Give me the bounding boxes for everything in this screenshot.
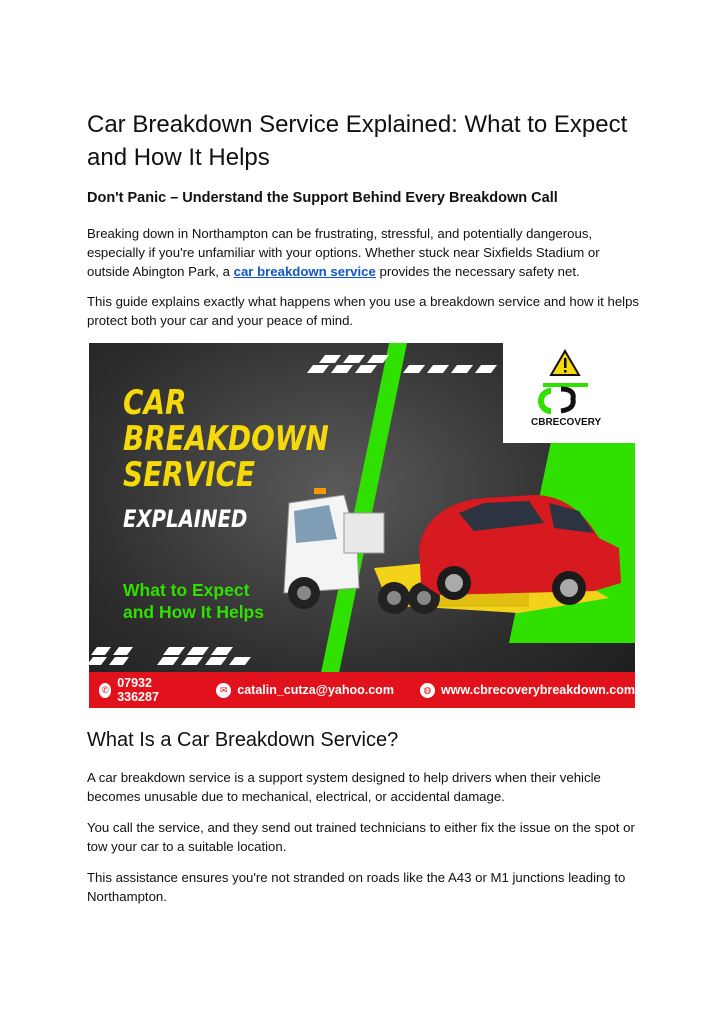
guide-paragraph: This guide explains exactly what happens when you use a breakdown service and how it helps protect both your car and your peace of mind. xyxy=(87,294,640,328)
email-icon: ✉ xyxy=(216,683,231,698)
warning-logo-icon xyxy=(503,343,635,443)
phone-text: 07932 336287 xyxy=(117,676,159,704)
website-text: www.cbrecoverybreakdown.com xyxy=(440,683,635,697)
banner-title xyxy=(123,385,329,493)
banner-tagline xyxy=(123,579,264,623)
banner-tagline-line: What to Expect xyxy=(123,580,250,600)
intro-text-after: provides the necessary safety net. xyxy=(375,264,580,279)
contact-website xyxy=(420,683,635,698)
banner-image xyxy=(89,343,635,708)
subheading: Don't Panic – Understand the Support Behind Every Breakdown Call xyxy=(87,190,558,206)
page-title: Car Breakdown Service Explained: What to Expect and How It Helps xyxy=(87,111,628,171)
globe-icon: ◍ xyxy=(420,683,435,698)
checkered-strip-bottom xyxy=(89,647,251,665)
contact-phone xyxy=(99,676,182,704)
contact-bar xyxy=(89,672,635,708)
tow-truck-illustration xyxy=(284,488,621,614)
email-text: catalin_cutza@yahoo.com xyxy=(237,683,394,697)
banner-title-sub: EXPLAINED xyxy=(123,505,248,533)
phone-icon: ✆ xyxy=(99,683,111,698)
banner-tagline-line: and How It Helps xyxy=(123,602,264,622)
intro-text-before: Breaking down in Northampton can be frustrating, stressful, and potentially dangerous, especially if you're unfamiliar with your options. Whether stuck near Sixfields Stadium or outside Abington Park, a xyxy=(87,226,600,279)
contact-email xyxy=(216,683,394,698)
intro-paragraph xyxy=(87,224,639,281)
banner-title-line: SERVICE xyxy=(123,455,256,495)
logo-text: CBRECOVERY xyxy=(531,417,602,428)
section-paragraph: You call the service, and they send out trained technicians to either fix the issue on the spot or tow your car to a suitable location. xyxy=(87,820,635,854)
car-breakdown-service-link[interactable]: car breakdown service xyxy=(233,264,376,279)
section-paragraph: A car breakdown service is a support system designed to help drivers when their vehicle becomes unusable due to mechanical, electrical, or accidental damage. xyxy=(87,770,601,804)
banner-title-line: BREAKDOWN xyxy=(123,419,329,459)
section-paragraph: This assistance ensures you're not stranded on roads like the A43 or M1 junctions leading to Northampton. xyxy=(87,870,626,904)
banner-title-line: CAR xyxy=(123,383,187,423)
cbrecovery-logo xyxy=(503,343,635,443)
section-heading: What Is a Car Breakdown Service? xyxy=(87,729,399,751)
